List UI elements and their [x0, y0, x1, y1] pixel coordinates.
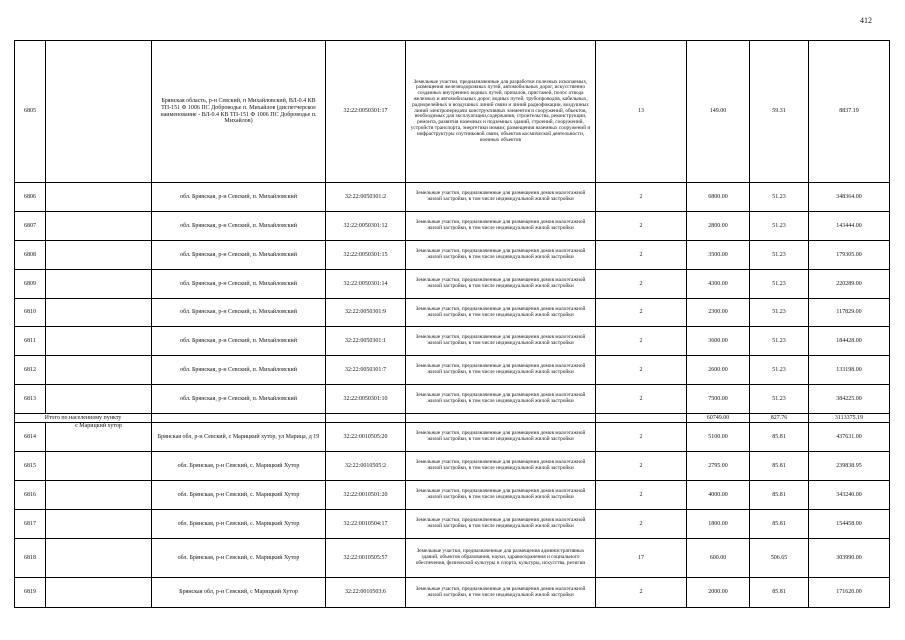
- specific-value: 51.23: [750, 356, 809, 385]
- row-number: 6811: [15, 327, 46, 356]
- address: обл. Брянская, р-н Севский, с. Марицкий Хутор: [152, 452, 326, 481]
- area: 2795.00: [687, 452, 750, 481]
- locality: [46, 356, 152, 385]
- cadastral-value: 437631.00: [809, 423, 890, 452]
- cadastral-number: 32:22:0050301:17: [326, 41, 406, 183]
- area: 2000.00: [687, 578, 750, 608]
- row-number: 6818: [15, 539, 46, 578]
- specific-value: 51.23: [750, 270, 809, 299]
- specific-value: 51.23: [750, 385, 809, 414]
- cadastral-value: 239838.95: [809, 452, 890, 481]
- land-purpose: Земельные участки, предназначенные для размещения домов малоэтажной жилой застройки, в том числе индивидуальной жилой застройки: [406, 452, 596, 481]
- cadastral-number: 32:22:0050301:15: [326, 241, 406, 270]
- row-number: 6815: [15, 452, 46, 481]
- specific-value: 51.23: [750, 327, 809, 356]
- cadastral-number: 32:22:0050301:9: [326, 299, 406, 327]
- land-purpose: Земельные участки, предназначенные для размещения домов малоэтажной жилой застройки, в том числе индивидуальной жилой застройки: [406, 270, 596, 299]
- specific-value: 51.23: [750, 241, 809, 270]
- locality: [46, 41, 152, 183]
- row-number: 6814: [15, 423, 46, 452]
- address: обл. Брянская, р-н Севский, п. Михайловский: [152, 385, 326, 414]
- table-row: [15, 327, 890, 356]
- cadastral-number: 32:22:0050301:2: [326, 183, 406, 212]
- cadastral-number: 32:22:0050301:12: [326, 212, 406, 241]
- land-purpose: Земельные участки, предназначенные для размещения домов малоэтажной жилой застройки, в том числе индивидуальной жилой застройки: [406, 212, 596, 241]
- specific-value: 51.23: [750, 183, 809, 212]
- cadastral-value: 179305.00: [809, 241, 890, 270]
- table-row: [15, 356, 890, 385]
- locality: [46, 299, 152, 327]
- table-row: [15, 241, 890, 270]
- cadastral-value-table: [14, 40, 890, 608]
- locality: [46, 183, 152, 212]
- address: обл. Брянская, р-н Севский, п. Михайловский: [152, 327, 326, 356]
- land-purpose: Земельные участки, предназначенные для размещения домов малоэтажной жилой застройки, в том числе индивидуальной жилой застройки: [406, 356, 596, 385]
- area: 5100.00: [687, 423, 750, 452]
- row-number: 6817: [15, 510, 46, 539]
- land-purpose: Земельные участки, предназначенные для размещения административных зданий, объектов образования, науки, здравоохранения и социального обеспечения, физической культуры и спорта, культуры, искусства, религии: [406, 539, 596, 578]
- row-number: 6806: [15, 183, 46, 212]
- cadastral-number: 32:22:0010504:17: [326, 510, 406, 539]
- cadastral-value: 8837.19: [809, 41, 890, 183]
- total-row: [15, 414, 890, 423]
- cadastral-number: 32:22:0050301:10: [326, 385, 406, 414]
- locality: с Марицкий хутор: [46, 423, 152, 452]
- area: 4000.00: [687, 481, 750, 510]
- land-purpose: Земельные участки, предназначенные для размещения домов малоэтажной жилой застройки, в том числе индивидуальной жилой застройки: [406, 299, 596, 327]
- table-row: [15, 452, 890, 481]
- locality: [46, 212, 152, 241]
- group-number: 2: [596, 327, 687, 356]
- specific-value: 85.81: [750, 510, 809, 539]
- cadastral-value: 303990.00: [809, 539, 890, 578]
- row-number: 6805: [15, 41, 46, 183]
- table-row: [15, 270, 890, 299]
- group-number: 2: [596, 423, 687, 452]
- area: 2600.00: [687, 356, 750, 385]
- address: обл. Брянская, р-н Севский, с. Марицкий Хутор: [152, 481, 326, 510]
- cadastral-value: 171620.00: [809, 578, 890, 608]
- cadastral-value: 384225.00: [809, 385, 890, 414]
- address: обл. Брянская, р-н Севский, п. Михайловский: [152, 356, 326, 385]
- cadastral-number: 32:22:0010501:20: [326, 481, 406, 510]
- cadastral-value: 154458.00: [809, 510, 890, 539]
- area: 3600.00: [687, 327, 750, 356]
- address: обл. Брянская, р-н Севский, с. Марицкий Хутор: [152, 510, 326, 539]
- specific-value: 51.23: [750, 212, 809, 241]
- area: 2300.00: [687, 299, 750, 327]
- group-number: 2: [596, 356, 687, 385]
- land-purpose: Земельные участки, предназначенные для размещения домов малоэтажной жилой застройки, в том числе индивидуальной жилой застройки: [406, 385, 596, 414]
- row-number: 6813: [15, 385, 46, 414]
- table-row: [15, 41, 890, 183]
- locality: [46, 385, 152, 414]
- group-number: 2: [596, 212, 687, 241]
- area: 600.00: [687, 539, 750, 578]
- row-number: 6810: [15, 299, 46, 327]
- specific-value: 51.23: [750, 299, 809, 327]
- address: Брянская обл, р-н Севский, с Марицкий Хутор: [152, 578, 326, 608]
- address: обл. Брянская, р-н Севский, п. Михайловский: [152, 299, 326, 327]
- group-number: 2: [596, 452, 687, 481]
- specific-value: 85.81: [750, 452, 809, 481]
- table-row: [15, 578, 890, 608]
- address: обл. Брянская, р-н Севский, п. Михайловский: [152, 183, 326, 212]
- land-purpose: Земельные участки, предназначенные для размещения домов малоэтажной жилой застройки, в том числе индивидуальной жилой застройки: [406, 423, 596, 452]
- cadastral-value: 184428.00: [809, 327, 890, 356]
- row-number: 6807: [15, 212, 46, 241]
- total-area: 60749.00: [687, 414, 750, 423]
- cadastral-value: 343240.00: [809, 481, 890, 510]
- locality: [46, 270, 152, 299]
- specific-value: 59.31: [750, 41, 809, 183]
- area: 7500.00: [687, 385, 750, 414]
- land-purpose: Земельные участки, предназначенные для размещения домов малоэтажной жилой застройки, в том числе индивидуальной жилой застройки: [406, 481, 596, 510]
- cadastral-number: 32:22:0050301:1: [326, 327, 406, 356]
- group-number: 2: [596, 241, 687, 270]
- land-purpose: Земельные участки, предназначенные для размещения домов малоэтажной жилой застройки, в том числе индивидуальной жилой застройки: [406, 510, 596, 539]
- specific-value: 85.81: [750, 578, 809, 608]
- total-label: Итого по населенному пункту: [15, 414, 152, 423]
- locality: [46, 539, 152, 578]
- page-number: 412: [860, 16, 872, 25]
- total-specific-value: 827.76: [750, 414, 809, 423]
- group-number: 2: [596, 510, 687, 539]
- land-purpose: Земельные участки, предназначенные для размещения домов малоэтажной жилой застройки, в том числе индивидуальной жилой застройки: [406, 241, 596, 270]
- address: обл. Брянская, р-н Севский, п. Михайловский: [152, 270, 326, 299]
- cadastral-value: 117829.00: [809, 299, 890, 327]
- locality: [46, 327, 152, 356]
- address: Брянская область, р-н Севский, п Михайловский, ВЛ-0.4 КВ ТП-151 Ф 1006 ПС Доброводье п. Михайлов (диспетчерское наименование - ВЛ-0.4 КВ ТП-151 Ф 1006 ПС Доброводье п. Михайлов): [152, 41, 326, 183]
- table-row: [15, 183, 890, 212]
- locality: [46, 452, 152, 481]
- cadastral-value: 348364.00: [809, 183, 890, 212]
- locality: [46, 241, 152, 270]
- land-purpose: Земельные участки, предназначенные для размещения домов малоэтажной жилой застройки, в том числе индивидуальной жилой застройки: [406, 327, 596, 356]
- group-number: 13: [596, 41, 687, 183]
- locality: [46, 578, 152, 608]
- cadastral-number: 32:22:0010505:2: [326, 452, 406, 481]
- cadastral-number: 32:22:0010505:57: [326, 539, 406, 578]
- row-number: 6812: [15, 356, 46, 385]
- address: обл. Брянская, р-н Севский, с. Марицкий Хутор: [152, 539, 326, 578]
- cadastral-value: 133198.00: [809, 356, 890, 385]
- locality: [46, 510, 152, 539]
- row-number: 6816: [15, 481, 46, 510]
- cadastral-number: 32:22:0010503:6: [326, 578, 406, 608]
- cadastral-value: 143444.00: [809, 212, 890, 241]
- area: 6800.00: [687, 183, 750, 212]
- specific-value: 85.81: [750, 423, 809, 452]
- cadastral-number: 32:22:0050301:14: [326, 270, 406, 299]
- table-row: [15, 510, 890, 539]
- cadastral-number: 32:22:0050301:7: [326, 356, 406, 385]
- area: 3500.00: [687, 241, 750, 270]
- table-row: [15, 423, 890, 452]
- table-row: [15, 539, 890, 578]
- area: 4300.00: [687, 270, 750, 299]
- area: 2800.00: [687, 212, 750, 241]
- group-number: 17: [596, 539, 687, 578]
- group-number: 2: [596, 385, 687, 414]
- land-purpose: Земельные участки, предназначенные для разработки полезных ископаемых, размещения железнодорожных путей, автомобильных дорог, искусственно созданных внутренних водных путей, причалов, пристаней, полос отвода железных и автомобильных дорог, водных путей, трубопроводов, кабельных, радиорелейных и воздушных линий связи и линий радиофикации, воздушных линий электропередачи конструктивных элементов и сооружений, объектов, необходимых для эксплуатации,содержания, строительства, реконструкции, ремонта, развития наземных и подземных зданий, строений, сооружений, устройств транспорта, энергетики иєвязи; размещения наземных сооружений и инфраструктуры спутниковой связи, объектов космической деятельности, военных объектов: [406, 41, 596, 183]
- group-number: 2: [596, 270, 687, 299]
- group-number: 2: [596, 299, 687, 327]
- cadastral-value: 220289.00: [809, 270, 890, 299]
- table-row: [15, 385, 890, 414]
- land-purpose: Земельные участки, предназначенные для размещения домов малоэтажной жилой застройки, в том числе индивидуальной жилой застройки: [406, 578, 596, 608]
- area: 149.00: [687, 41, 750, 183]
- area: 1800.00: [687, 510, 750, 539]
- group-number: 2: [596, 578, 687, 608]
- address: Брянская обл, р-н Севский, с Марицкий хутор, ул Марица, д 19: [152, 423, 326, 452]
- locality: [46, 481, 152, 510]
- table-row: [15, 299, 890, 327]
- row-number: 6809: [15, 270, 46, 299]
- row-number: 6808: [15, 241, 46, 270]
- specific-value: 85.81: [750, 481, 809, 510]
- table-row: [15, 212, 890, 241]
- address: обл. Брянская, р-н Севский, п. Михайловский: [152, 212, 326, 241]
- land-purpose: Земельные участки, предназначенные для размещения домов малоэтажной жилой застройки, в том числе индивидуальной жилой застройки: [406, 183, 596, 212]
- group-number: 2: [596, 481, 687, 510]
- cadastral-number: 32:22:0010505:20: [326, 423, 406, 452]
- table-row: [15, 481, 890, 510]
- group-number: 2: [596, 183, 687, 212]
- total-cadastral-value: 3113375.19: [809, 414, 890, 423]
- specific-value: 506.65: [750, 539, 809, 578]
- address: обл. Брянская, р-н Севский, п. Михайловский: [152, 241, 326, 270]
- row-number: 6819: [15, 578, 46, 608]
